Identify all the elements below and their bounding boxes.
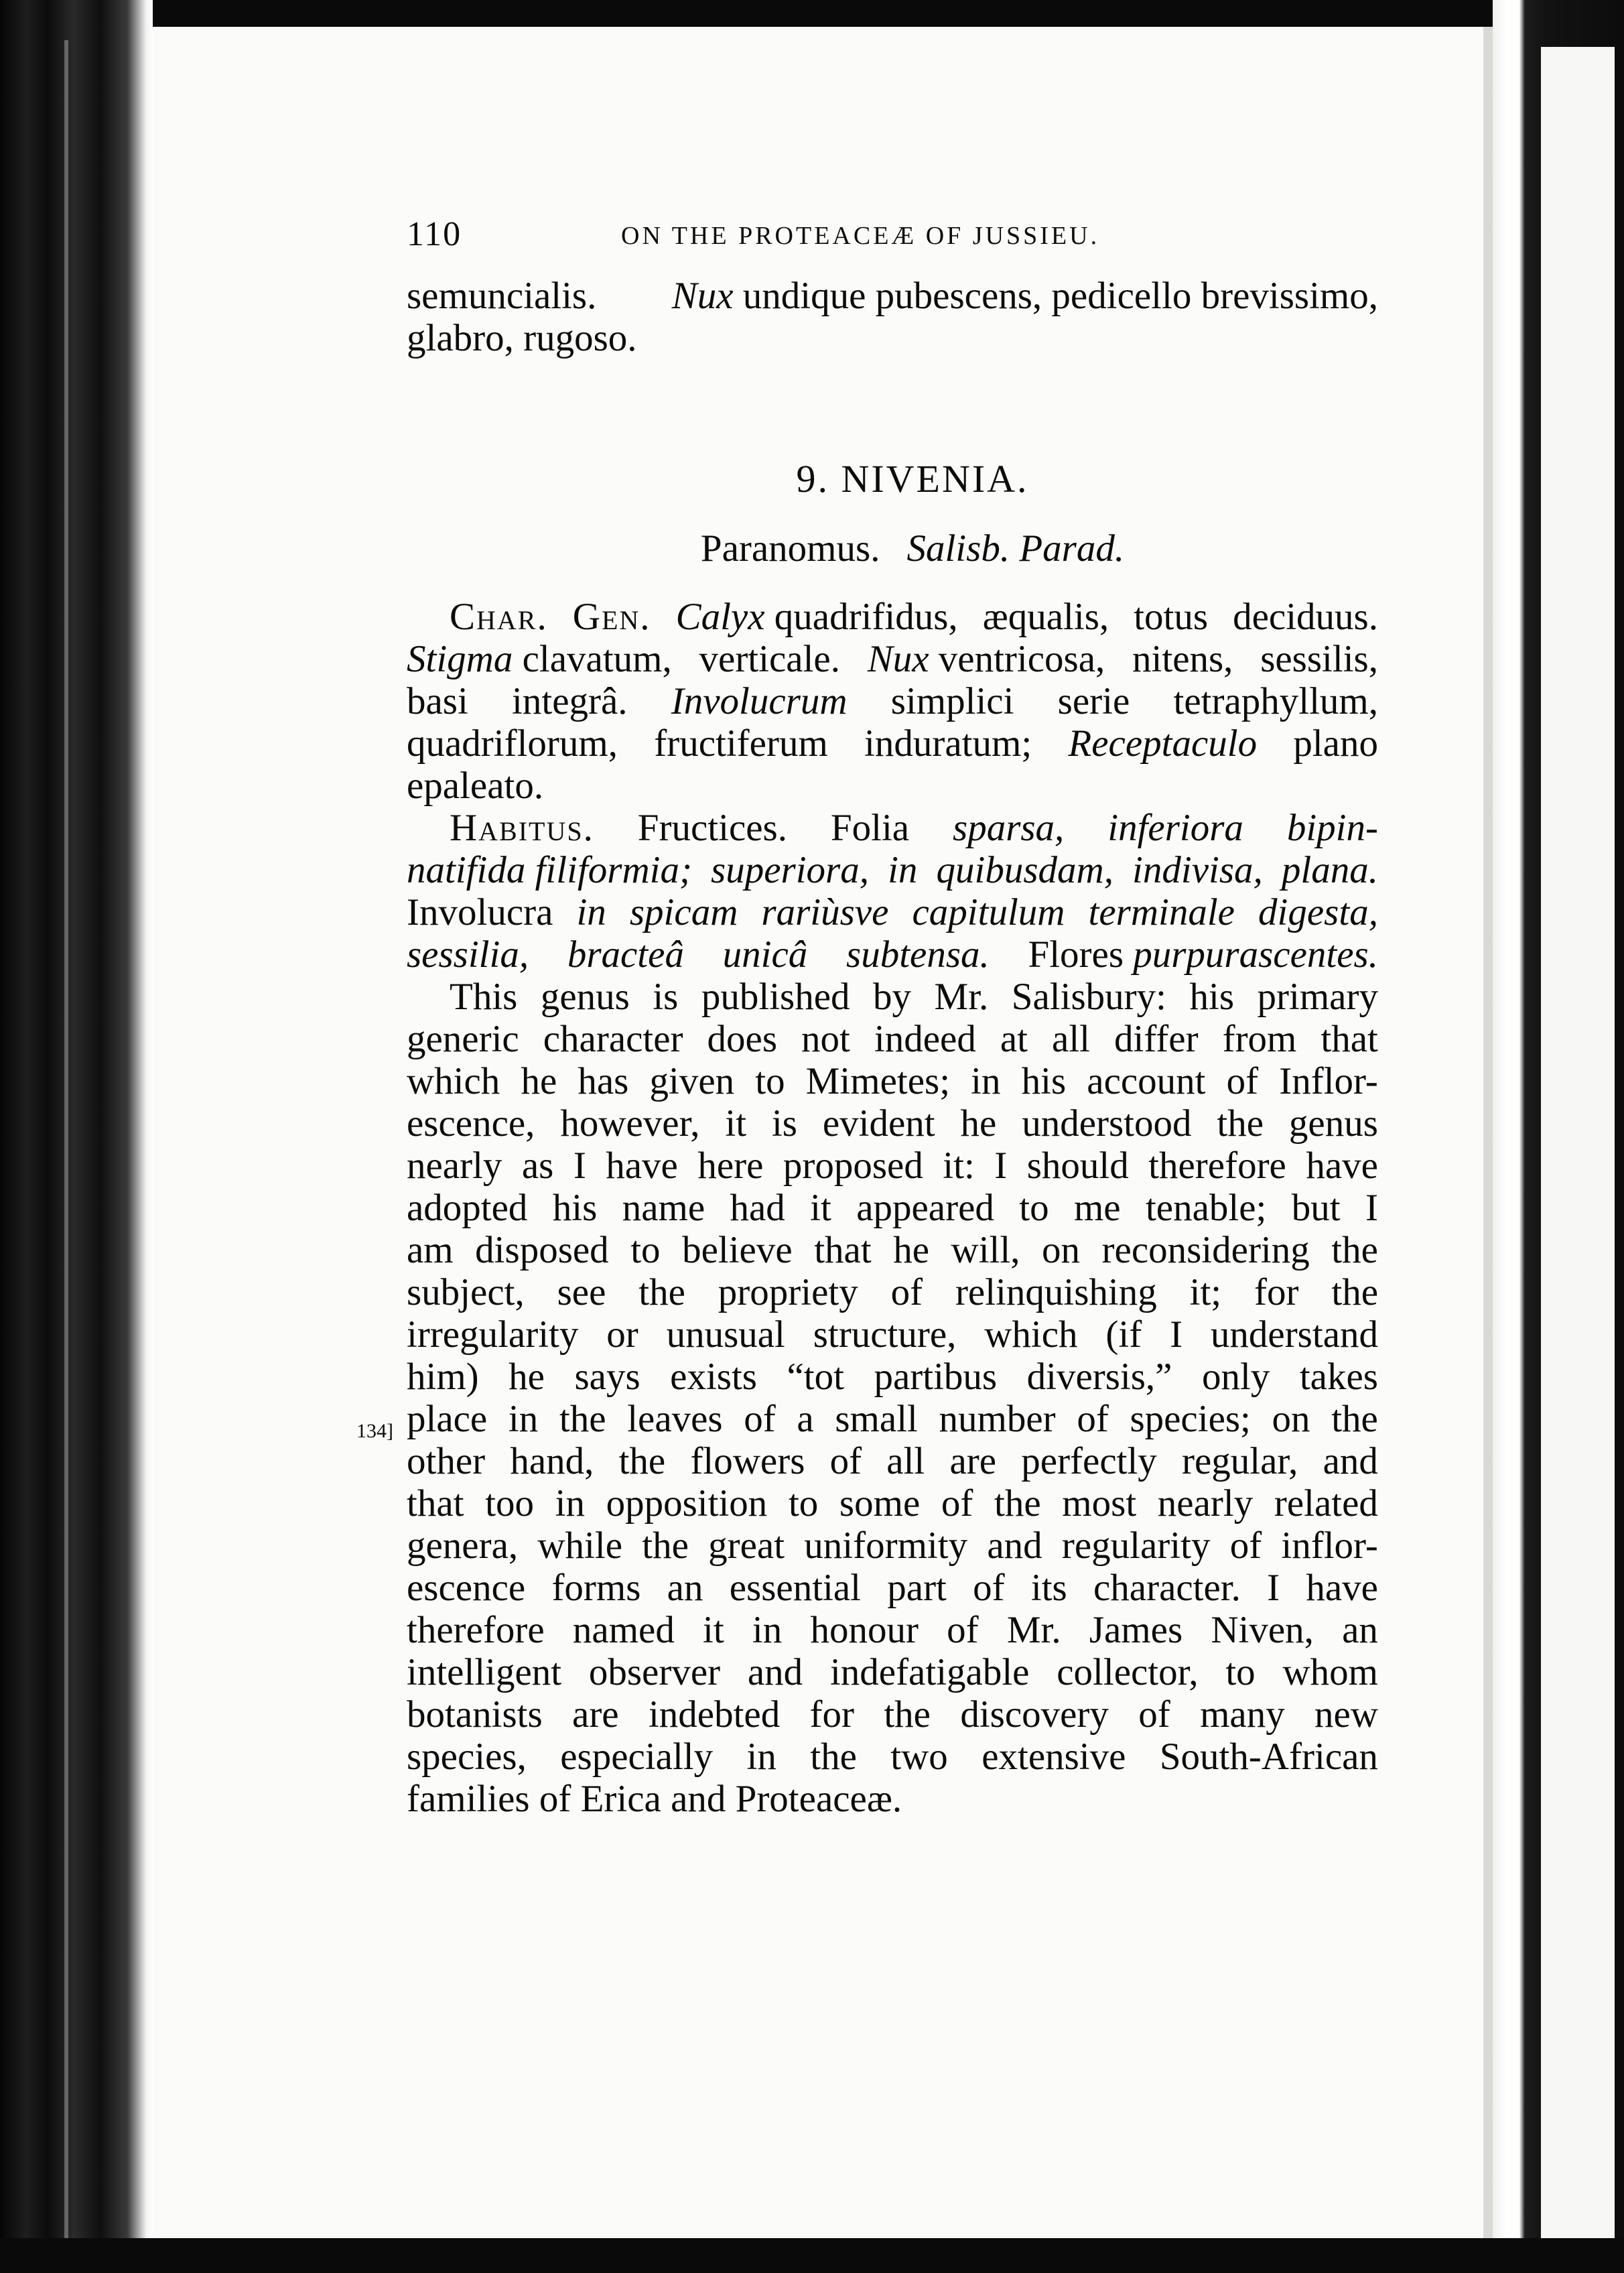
genus-synonym	[407, 527, 1378, 570]
text-line	[407, 275, 1378, 317]
text-line: families of Erica and Proteaceæ.	[407, 1778, 902, 1820]
text-line: escence forms an essential part of its character. I have	[407, 1567, 1378, 1609]
scan-border-top	[0, 0, 1624, 27]
word-group: glabro, rugoso.	[407, 317, 637, 359]
text-line: am disposed to believe that he will, on reconsidering the	[407, 1229, 1378, 1271]
text-line: him) he says exists “tot partibus diversis,” only takes	[407, 1356, 1378, 1398]
text-line: Char. Gen. Calyx quadrifidus, æqualis, totus deciduus.	[450, 596, 1378, 638]
opening-paragraph	[407, 275, 1378, 359]
scan-border-bottom	[0, 2238, 1624, 2273]
text-line: nearly as I have here proposed it: I should therefore have	[407, 1145, 1378, 1187]
text-line: This genus is published by Mr. Salisbury: his primary	[450, 976, 1378, 1018]
text-line: which he has given to Mimetes; in his account of Inflor-	[407, 1060, 1378, 1102]
text-line: sessilia, bracteâ unicâ subtensa. Flores purpurascentes.	[407, 933, 1378, 976]
line-text: place in the leaves of a small number of species; on the	[407, 1398, 1378, 1440]
text-line: natifida filiformia; superiora, in quibusdam, indivisa, plana.	[407, 849, 1378, 891]
habitus-paragraph	[407, 807, 1378, 976]
book-binding-shadow	[0, 0, 153, 2273]
binding-streak	[64, 40, 68, 2238]
text-line: species, especially in the two extensive South-African	[407, 1736, 1378, 1778]
text-line: epaleato.	[407, 765, 544, 807]
text-line: irregularity or unusual structure, which (if I understand	[407, 1313, 1378, 1356]
text-line: quadriflorum, fructiferum induratum; Receptaculo plano	[407, 722, 1378, 765]
word-group: semuncialis.	[407, 275, 597, 317]
text-line: that too in opposition to some of the most nearly related	[407, 1482, 1378, 1524]
text-line: botanists are indebted for the discovery of many new	[407, 1693, 1378, 1736]
word-group: Nux undique pubescens, pedicello brevissimo,	[671, 275, 1378, 317]
page-header	[407, 214, 1378, 275]
text-line: escence, however, it is evident he understood the genus	[407, 1102, 1378, 1145]
text-line: genera, while the great uniformity and regularity of inflor-	[407, 1524, 1378, 1567]
text-line: generic character does not indeed at all differ from that	[407, 1018, 1378, 1060]
text-line: subject, see the propriety of relinquishing it; for the	[407, 1271, 1378, 1313]
text-line: Involucra in spicam rariùsve capitulum terminale digesta,	[407, 891, 1378, 933]
page-text-block	[356, 214, 1378, 1820]
genus-heading: 9. NIVENIA.	[796, 457, 1029, 501]
text-line: intelligent observer and indefatigable collector, to whom	[407, 1651, 1378, 1693]
generic-character-paragraph	[407, 596, 1378, 807]
next-page-edge	[1541, 47, 1615, 2238]
discussion-paragraph	[356, 976, 1378, 1820]
synonym-authority: Salisb. Parad.	[906, 527, 1125, 570]
text-line	[407, 317, 1378, 359]
page-number: 110	[407, 215, 462, 253]
synonym-name: Paranomus.	[700, 527, 880, 570]
text-line: Habitus. Fructices. Folia sparsa, inferiora bipin-	[450, 807, 1378, 849]
text-line: Stigma clavatum, verticale. Nux ventricosa, nitens, sessilis,	[407, 638, 1378, 680]
text-line: other hand, the flowers of all are perfectly regular, and	[407, 1440, 1378, 1482]
text-line: basi integrâ. Involucrum simplici serie tetraphyllum,	[407, 680, 1378, 722]
text-line: therefore named it in honour of Mr. James Niven, an	[407, 1609, 1378, 1651]
margin-reference: 134]	[356, 1420, 393, 1442]
text-line: adopted his name had it appeared to me tenable; but I	[407, 1187, 1378, 1229]
text-line	[356, 1398, 1378, 1442]
running-head: ON THE PROTEACEÆ OF JUSSIEU.	[621, 222, 1100, 250]
